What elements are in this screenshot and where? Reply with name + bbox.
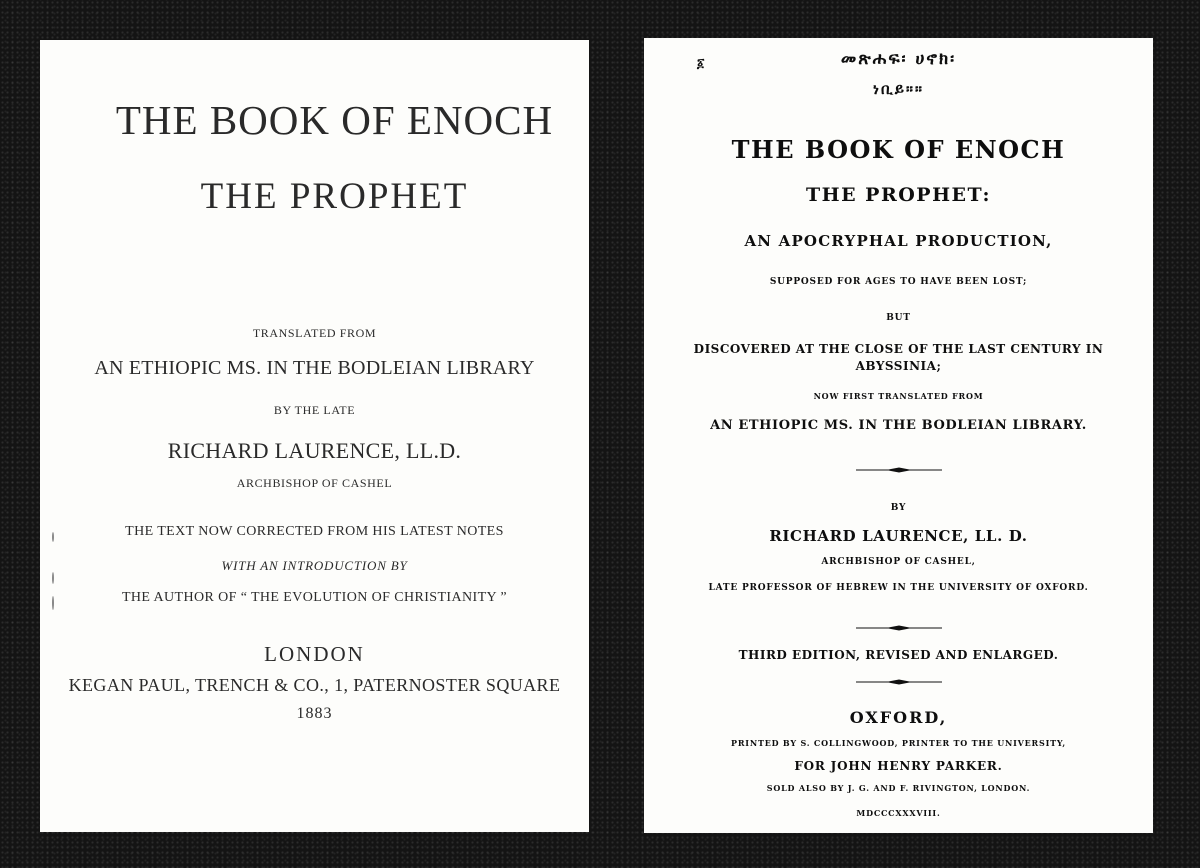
- title-page-1838: [644, 38, 1153, 833]
- publisher: KEGAN PAUL, TRENCH & CO., 1, PATERNOSTER SQUARE: [68, 675, 561, 695]
- book-title: THE BOOK OF ENOCH: [115, 97, 554, 143]
- book-title: THE BOOK OF ENOCH: [731, 135, 1066, 164]
- scan-artifact: [52, 596, 54, 610]
- publication-year: MDCCCXXXVIII.: [856, 808, 941, 818]
- author-name: RICHARD LAURENCE, LL.D.: [167, 438, 462, 463]
- scan-artifact: [52, 532, 54, 542]
- ornamental-rule: [856, 624, 942, 632]
- author-title: ARCHBISHOP OF CASHEL: [236, 476, 393, 490]
- publication-city: LONDON: [264, 642, 365, 666]
- supposed-lost-note: SUPPOSED FOR AGES TO HAVE BEEN LOST;: [769, 277, 1028, 287]
- book-subtitle: THE PROPHET: [200, 176, 469, 217]
- book-subtitle: THE PROPHET:: [805, 184, 991, 206]
- ornamental-rule: [856, 466, 942, 474]
- ethiopic-subtitle: ነቢይ።።: [873, 80, 924, 98]
- introduction-by-label: WITH AN INTRODUCTION BY: [221, 558, 408, 573]
- introduction-author: THE AUTHOR OF “ THE EVOLUTION OF CHRISTIANITY ”: [121, 590, 508, 605]
- ethiopic-title: መጽሐፍ፡ ሀኖክ፡: [840, 49, 957, 69]
- production-subtitle: AN APOCRYPHAL PRODUCTION,: [744, 232, 1053, 250]
- author-title: ARCHBISHOP OF CASHEL,: [821, 557, 976, 567]
- translated-from-label: TRANSLATED FROM: [252, 326, 377, 340]
- manuscript-source: AN ETHIOPIC MS. IN THE BODLEIAN LIBRARY: [94, 357, 535, 379]
- author-professorship: LATE PROFESSOR OF HEBREW IN THE UNIVERSITY OF OXFORD.: [708, 583, 1089, 593]
- but-word: BUT: [886, 313, 911, 323]
- now-translated-label: NOW FIRST TRANSLATED FROM: [813, 391, 984, 401]
- ornamental-rule: [856, 678, 942, 686]
- edition-note: THIRD EDITION, REVISED AND ENLARGED.: [738, 648, 1059, 662]
- publisher: FOR JOHN HENRY PARKER.: [794, 759, 1003, 773]
- author-name: RICHARD LAURENCE, LL. D.: [769, 527, 1028, 545]
- publication-city: OXFORD,: [849, 708, 948, 727]
- publication-year: 1883: [296, 705, 333, 722]
- scan-artifact: [52, 572, 54, 584]
- discovered-location: ABYSSINIA;: [855, 359, 942, 373]
- text-correction-note: THE TEXT NOW CORRECTED FROM HIS LATEST NOTES: [125, 524, 504, 539]
- printer-note: PRINTED BY S. COLLINGWOOD, PRINTER TO THE UNIVERSITY,: [731, 738, 1066, 748]
- page-number: ፩: [697, 56, 705, 70]
- sold-also-note: SOLD ALSO BY J. G. AND F. RIVINGTON, LONDON.: [766, 783, 1031, 793]
- discovered-note: DISCOVERED AT THE CLOSE OF THE LAST CENTURY IN: [693, 342, 1104, 356]
- title-page-1883: [40, 40, 589, 832]
- manuscript-source: AN ETHIOPIC MS. IN THE BODLEIAN LIBRARY.: [710, 418, 1087, 433]
- by-label: BY: [890, 503, 907, 513]
- by-the-late-label: BY THE LATE: [273, 403, 356, 417]
